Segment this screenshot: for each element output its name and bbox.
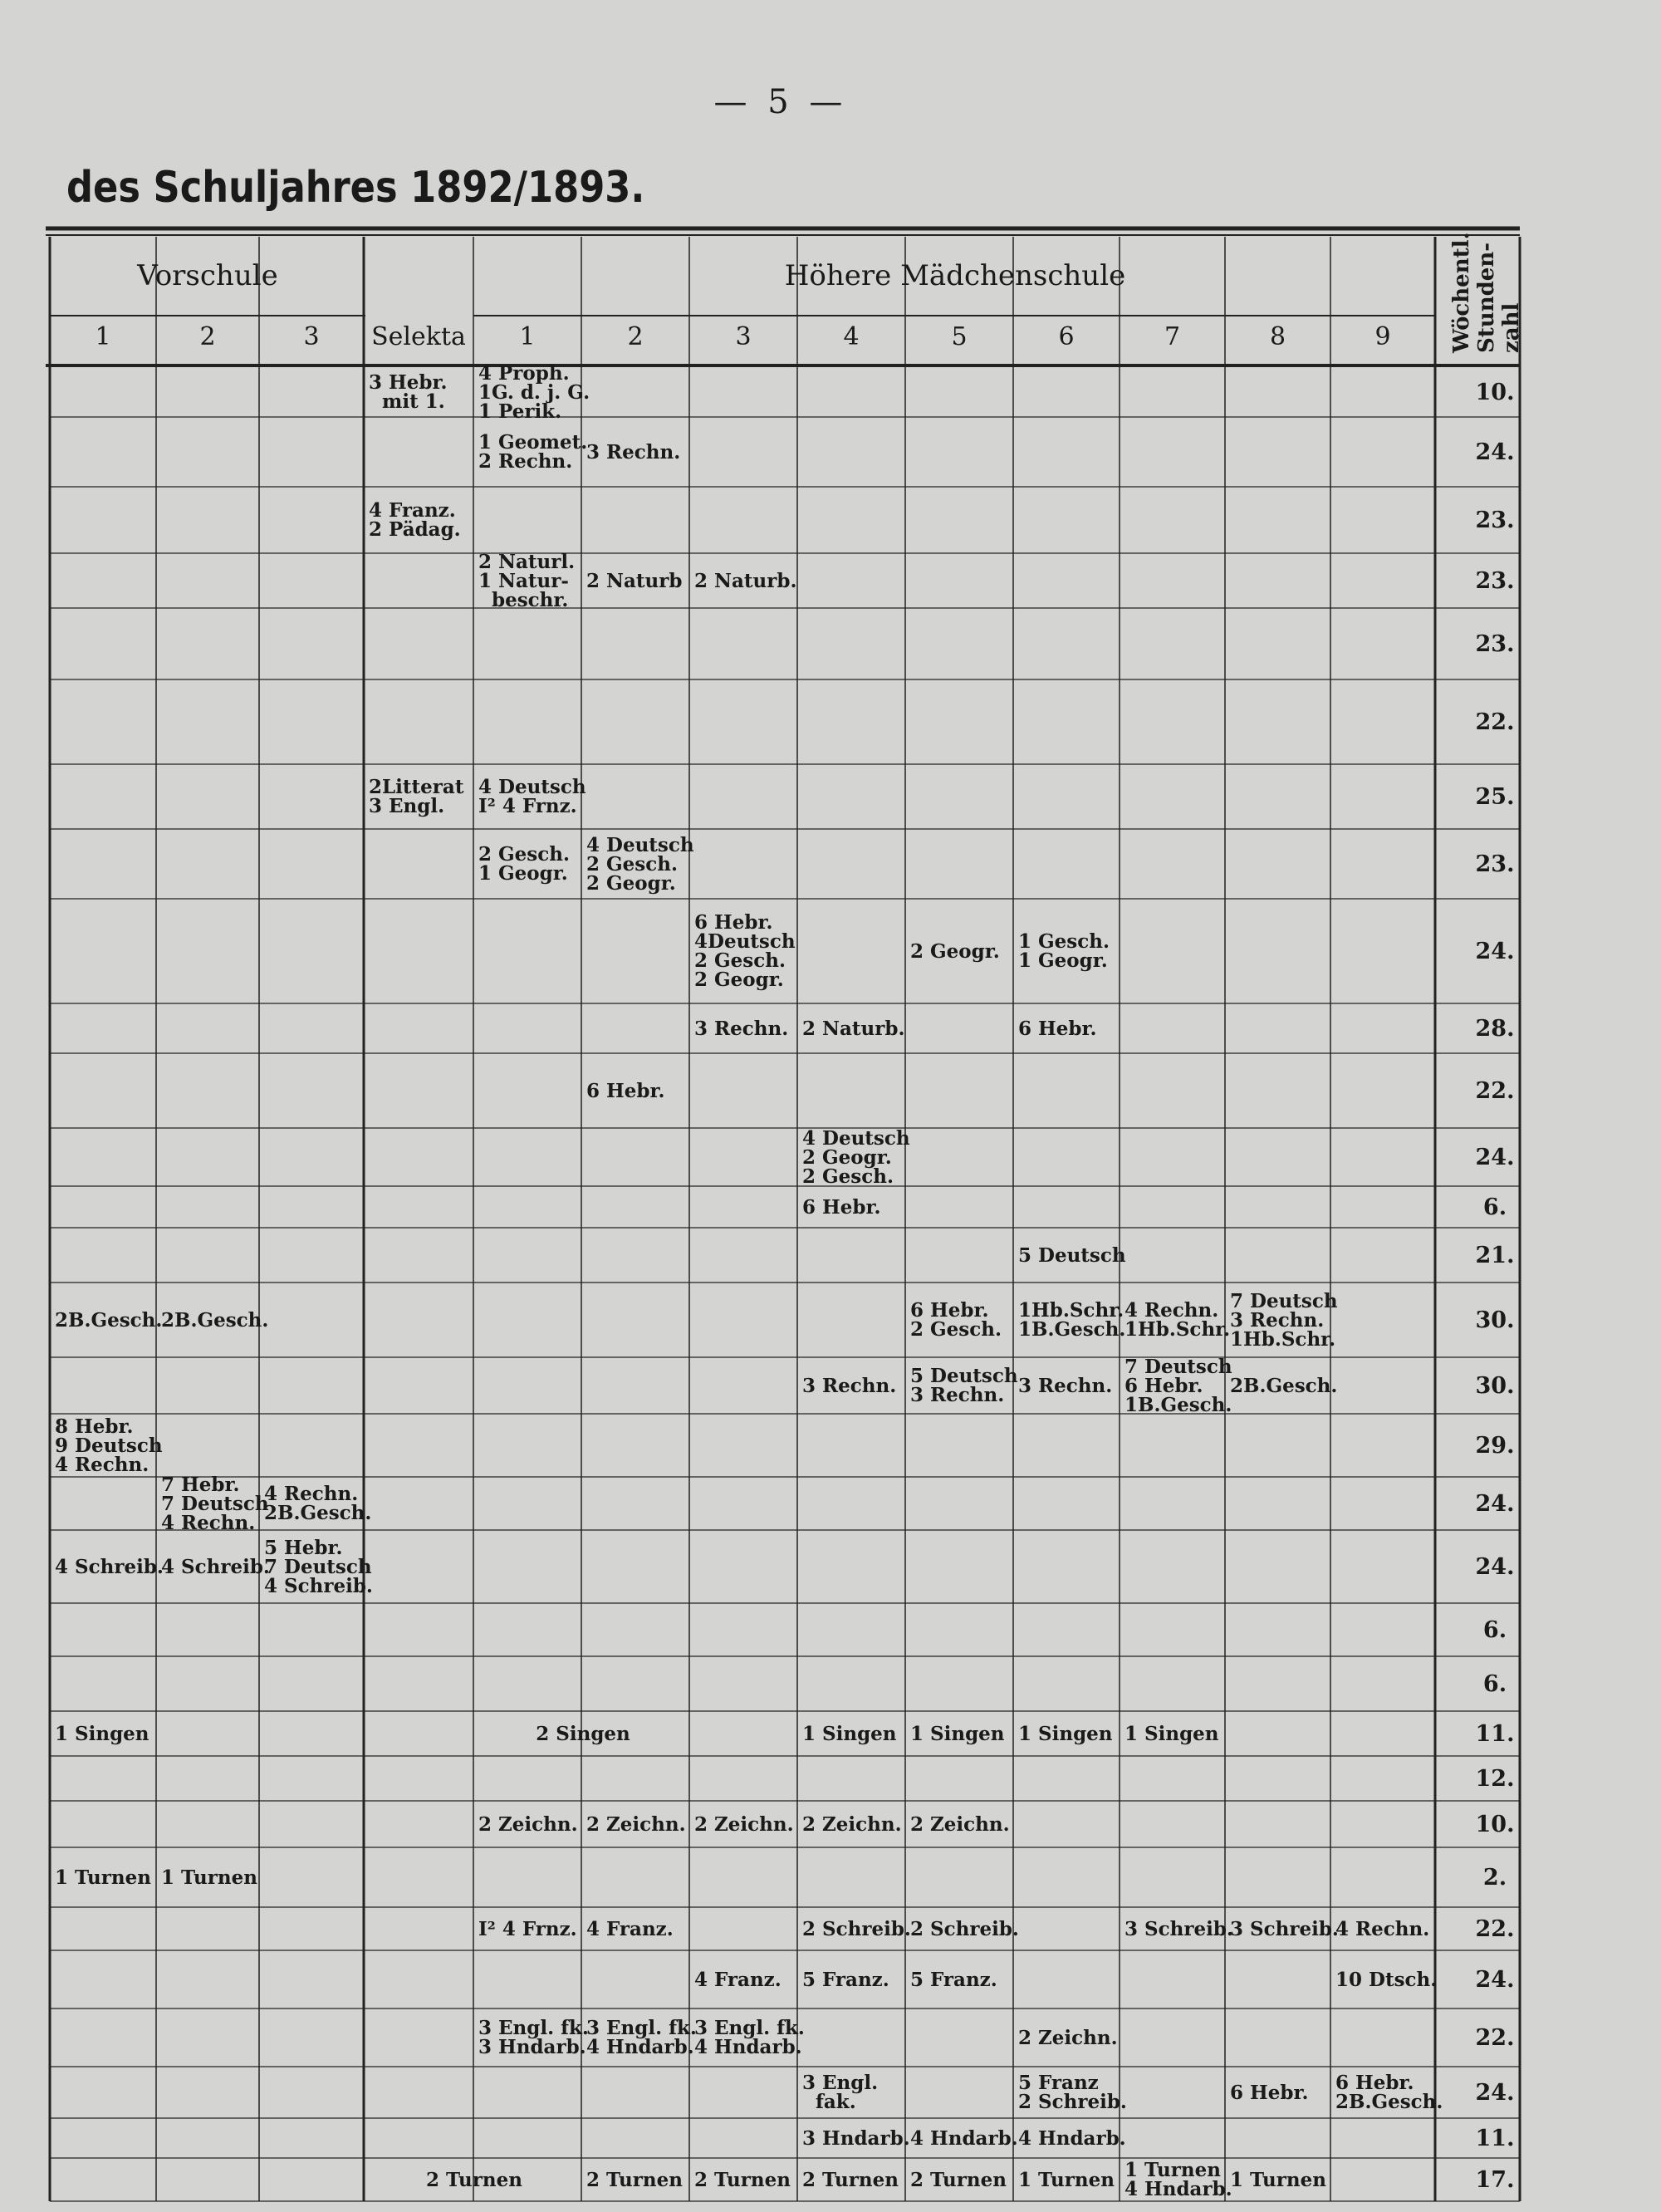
row-total: 23. <box>1475 508 1515 533</box>
schedule-cell: 6 Hebr. <box>802 1195 881 1219</box>
row-total: 24. <box>1475 1491 1515 1517</box>
row-total: 23. <box>1475 631 1515 657</box>
row-total: 21. <box>1475 1243 1515 1268</box>
row-total: 17. <box>1475 2167 1515 2193</box>
schedule-cell: 3 Engl. fk. 4 Hndarb. <box>694 2017 805 2058</box>
schedule-cell: 4 Franz. <box>694 1968 782 1991</box>
schedule-cell: 3 Rechn. <box>802 1374 897 1397</box>
schedule-cell: 1 Turnen <box>55 1866 151 1889</box>
schedule-cell: 2 Naturl. 1 Natur- beschr. <box>478 550 576 611</box>
schedule-cell: 2 Zeichn. <box>910 1812 1010 1836</box>
schedule-cell: 7 Hebr. 7 Deutsch 4 Rechn. <box>161 1473 269 1534</box>
schedule-cell: 2 Zeichn. <box>478 1812 578 1836</box>
header-weekly-hours: Wöchentl. Stunden-zahl <box>1449 232 1524 353</box>
column-number: 9 <box>1374 322 1391 351</box>
schedule-cell: 4 Rechn. 2B.Gesch. <box>264 1483 372 1524</box>
row-total: 22. <box>1475 2025 1515 2051</box>
schedule-cell: 2 Zeichn. <box>694 1812 794 1836</box>
schedule-cell: 3 Engl. fk. 4 Hndarb. <box>586 2017 697 2058</box>
schedule-cell: 2 Turnen <box>586 2168 683 2191</box>
header-hoehere-maedchenschule: Höhere Mädchenschule <box>784 259 1126 292</box>
schedule-cell: 2 Turnen <box>694 2168 791 2191</box>
schedule-cell: 4 Proph. 1G. d. j. G. 1 Perik. <box>478 361 590 423</box>
schedule-cell: 7 Deutsch 3 Rechn. 1Hb.Schr. <box>1230 1289 1338 1351</box>
schedule-cell: 3 Engl. fk. 3 Hndarb. <box>478 2017 589 2058</box>
schedule-cell: 2Litterat 3 Engl. <box>369 776 464 817</box>
column-number: 2 <box>627 322 644 351</box>
page-number: — 5 — <box>713 83 848 121</box>
schedule-cell: 2 Gesch. 1 Geogr. <box>478 843 570 885</box>
schedule-cell: 2 Geogr. <box>910 939 1000 963</box>
row-total: 25. <box>1475 784 1515 810</box>
schedule-cell: 3 Hebr. mit 1. <box>369 371 448 413</box>
schedule-cell: 3 Rechn. <box>694 1017 789 1040</box>
schedule-cell: 1 Singen <box>55 1722 149 1745</box>
row-total: 22. <box>1475 1078 1515 1104</box>
schedule-cell: 2B.Gesch. <box>1230 1374 1338 1397</box>
schedule-cell: 2 Naturb. <box>802 1017 905 1040</box>
schedule-cell: 2 Turnen <box>426 2168 522 2191</box>
row-total: 23. <box>1475 568 1515 594</box>
page-title: des Schuljahres 1892/1893. <box>66 163 645 213</box>
schedule-cell: 3 Hndarb. <box>802 2126 910 2150</box>
schedule-cell: 3 Rechn. <box>586 440 681 463</box>
row-total: 24. <box>1475 1554 1515 1580</box>
schedule-cell: 7 Deutsch 6 Hebr. 1B.Gesch. <box>1124 1355 1232 1416</box>
schedule-cell: 5 Hebr. 7 Deutsch 4 Schreib. <box>264 1536 373 1597</box>
row-total: 22. <box>1475 1916 1515 1942</box>
row-total: 30. <box>1475 1307 1515 1333</box>
schedule-cell: 1 Singen <box>802 1722 897 1745</box>
schedule-cell: 2 Schreib. <box>802 1917 911 1940</box>
schedule-cell: 2 Zeichn. <box>1018 2026 1118 2049</box>
schedule-cell: 1 Turnen <box>1230 2168 1326 2191</box>
schedule-cell: 1 Singen <box>1018 1722 1113 1745</box>
schedule-cell: 1 Geomet. 2 Rechn. <box>478 431 588 473</box>
column-number: 8 <box>1269 322 1286 351</box>
schedule-cell: 2 Singen <box>536 1722 630 1745</box>
schedule-cell: 1 Turnen <box>161 1866 257 1889</box>
schedule-cell: 6 Hebr. <box>1230 2081 1309 2104</box>
schedule-cell: 2B.Gesch. <box>55 1308 163 1332</box>
schedule-cell: 2 Naturb <box>586 569 683 592</box>
schedule-cell: 4 Schreib. <box>161 1555 270 1578</box>
schedule-cell: 4 Rechn. <box>1335 1917 1430 1940</box>
schedule-cell: 6 Hebr. <box>1018 1017 1097 1040</box>
row-total: 6. <box>1482 1671 1507 1697</box>
row-total: 24. <box>1475 439 1515 465</box>
schedule-cell: 8 Hebr. 9 Deutsch 4 Rechn. <box>55 1415 163 1476</box>
schedule-cell: 2 Zeichn. <box>802 1812 902 1836</box>
header-vorschule: Vorschule <box>137 259 278 292</box>
schedule-cell: 3 Engl. fak. <box>802 2072 879 2113</box>
schedule-cell: 5 Franz. <box>802 1968 889 1991</box>
schedule-cell: 5 Deutsch <box>1018 1243 1126 1267</box>
column-number: 7 <box>1164 322 1181 351</box>
column-number: 1 <box>519 322 536 351</box>
row-total: 10. <box>1475 1812 1515 1837</box>
schedule-cell: 6 Hebr. <box>586 1079 665 1102</box>
schedule-cell: 1Hb.Schr. 1B.Gesch. <box>1018 1299 1126 1341</box>
schedule-cell: 4 Hndarb. <box>910 2126 1018 2150</box>
schedule-cell: 3 Rechn. <box>1018 1374 1113 1397</box>
schedule-cell: 5 Franz. <box>910 1968 997 1991</box>
row-total: 29. <box>1475 1433 1515 1459</box>
schedule-cell: 4 Deutsch 2 Geogr. 2 Gesch. <box>802 1126 910 1188</box>
row-total: 24. <box>1475 2080 1515 2106</box>
schedule-cell: 2 Zeichn. <box>586 1812 686 1836</box>
row-total: 11. <box>1475 1721 1515 1747</box>
schedule-cell: 6 Hebr. 2 Gesch. <box>910 1299 1002 1341</box>
schedule-cell: 4 Franz. 2 Pädag. <box>369 499 461 541</box>
schedule-cell: 4 Deutsch 2 Gesch. 2 Geogr. <box>586 833 694 895</box>
row-total: 24. <box>1475 939 1515 964</box>
schedule-cell: 1 Turnen <box>1018 2168 1115 2191</box>
row-total: 22. <box>1475 709 1515 735</box>
row-total: 6. <box>1482 1194 1507 1220</box>
schedule-cell: 6 Hebr. 4Deutsch 2 Gesch. 2 Geogr. <box>694 911 796 991</box>
schedule-cell: 1 Singen <box>910 1722 1005 1745</box>
schedule-cell: 4 Hndarb. <box>1018 2126 1126 2150</box>
schedule-cell: I² 4 Frnz. <box>478 1917 577 1940</box>
schedule-cell: 4 Deutsch I² 4 Frnz. <box>478 776 586 817</box>
row-total: 10. <box>1475 380 1515 405</box>
row-total: 28. <box>1475 1016 1515 1042</box>
schedule-cell: 4 Schreib. <box>55 1555 164 1578</box>
schedule-cell: 10 Dtsch. <box>1335 1968 1438 1991</box>
column-number: 5 <box>951 322 968 351</box>
column-number: 4 <box>843 322 860 351</box>
schedule-cell: 4 Rechn. 1Hb.Schr. <box>1124 1299 1231 1341</box>
schedule-cell: 1 Gesch. 1 Geogr. <box>1018 930 1110 972</box>
row-total: 23. <box>1475 851 1515 877</box>
row-total: 30. <box>1475 1373 1515 1399</box>
column-number: 3 <box>303 322 320 351</box>
row-total: 24. <box>1475 1967 1515 1993</box>
row-total: 2. <box>1482 1865 1507 1891</box>
column-number: Selekta <box>371 322 466 351</box>
schedule-cell: 2 Schreib. <box>910 1917 1019 1940</box>
row-total: 12. <box>1475 1766 1515 1792</box>
schedule-cell: 2B.Gesch. <box>161 1308 269 1332</box>
row-total: 11. <box>1475 2126 1515 2151</box>
schedule-cell: 2 Turnen <box>910 2168 1007 2191</box>
schedule-cell: 3 Schreib. <box>1124 1917 1233 1940</box>
schedule-cell: 1 Turnen 4 Hndarb. <box>1124 2159 1232 2200</box>
schedule-cell: 2 Turnen <box>802 2168 899 2191</box>
column-number: 1 <box>95 322 111 351</box>
schedule-cell: 3 Schreib. <box>1230 1917 1339 1940</box>
schedule-cell: 2 Naturb. <box>694 569 797 592</box>
row-total: 24. <box>1475 1145 1515 1170</box>
schedule-cell: 1 Singen <box>1124 1722 1219 1745</box>
schedule-cell: 4 Franz. <box>586 1917 674 1940</box>
schedule-cell: 5 Deutsch 3 Rechn. <box>910 1365 1018 1406</box>
column-number: 3 <box>735 322 752 351</box>
column-number: 6 <box>1058 322 1075 351</box>
column-number: 2 <box>199 322 216 351</box>
row-total: 6. <box>1482 1617 1507 1643</box>
schedule-cell: 5 Franz 2 Schreib. <box>1018 2072 1127 2113</box>
schedule-cell: 6 Hebr. 2B.Gesch. <box>1335 2072 1443 2113</box>
